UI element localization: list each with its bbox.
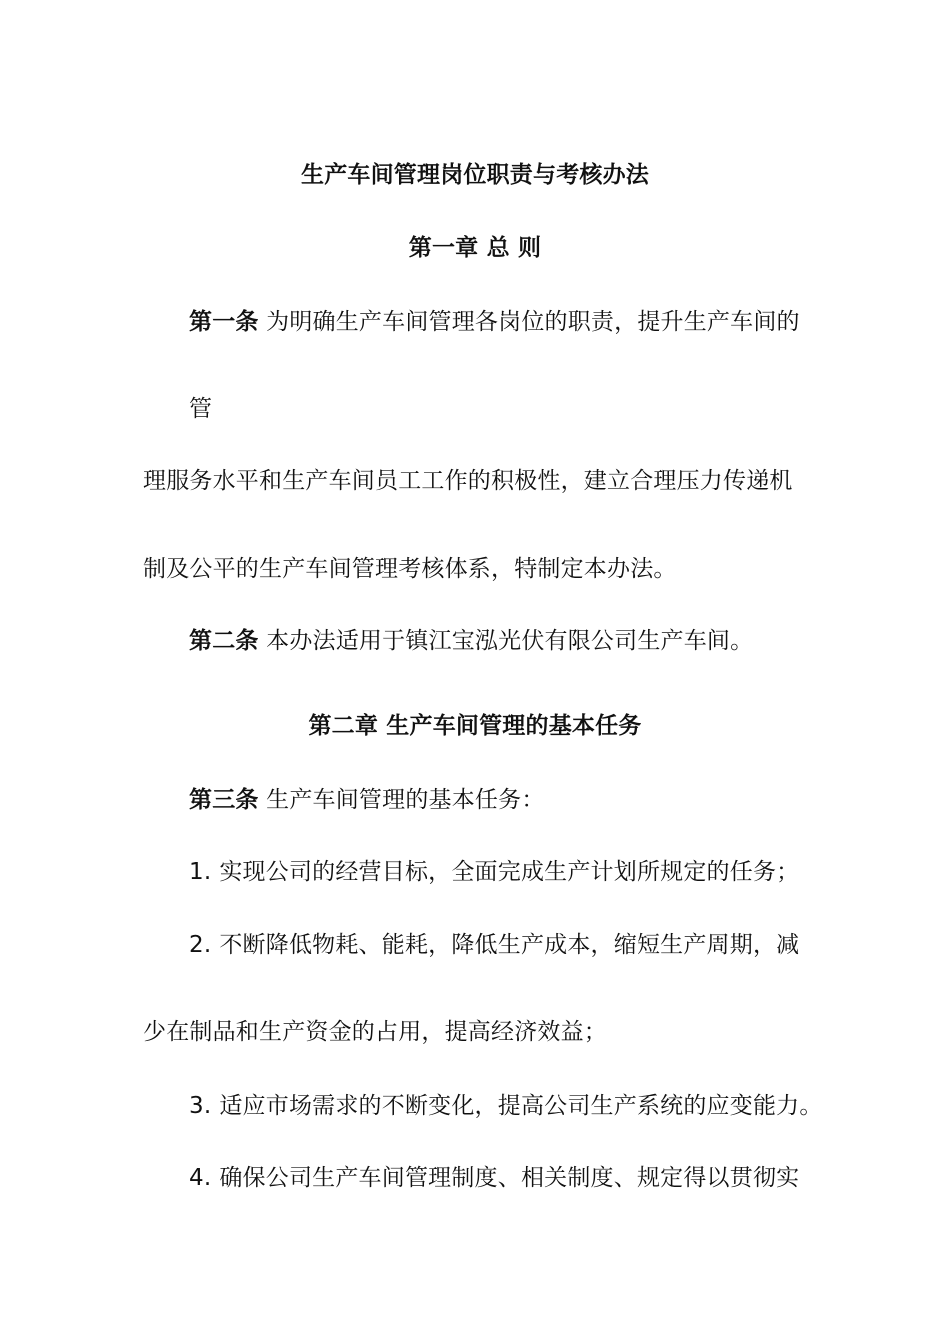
list-item-1 — [189, 857, 799, 887]
chapter-2-heading: 第二章 生产车间管理的基本任务 — [308, 713, 642, 739]
article-1-first-line — [189, 307, 800, 337]
list-item-4 — [189, 1163, 799, 1193]
list-item-text: 不断降低物耗、能耗，降低生产成本，缩短生产周期，减 — [219, 932, 800, 958]
list-item-2 — [189, 930, 799, 960]
article-1-text-line-4: 制及公平的生产车间管理考核体系，特制定本办法。 — [143, 556, 677, 582]
article-1-text-line-1: 为明确生产车间管理各岗位的职责，提升生产车间的 — [266, 309, 800, 335]
article-1-text-line-3: 理服务水平和生产车间员工工作的积极性，建立合理压力传递机 — [143, 468, 793, 494]
article-1-text-line-2: 管 — [189, 396, 213, 422]
article-3-text: 生产车间管理的基本任务： — [266, 787, 545, 813]
article-3-label: 第三条 — [189, 787, 259, 813]
list-item-3 — [189, 1091, 823, 1121]
article-3-line — [189, 785, 545, 815]
list-item-number: 2. — [189, 932, 212, 958]
list-item-number: 3. — [189, 1093, 212, 1119]
list-item-number: 1. — [189, 859, 212, 885]
list-item-2-continuation: 少在制品和生产资金的占用，提高经济效益； — [143, 1019, 607, 1045]
article-1-label: 第一条 — [189, 309, 259, 335]
article-2-line — [189, 626, 753, 656]
list-item-text: 适应市场需求的不断变化，提高公司生产系统的应变能力。 — [219, 1093, 823, 1119]
list-item-text: 实现公司的经营目标，全面完成生产计划所规定的任务； — [219, 859, 800, 885]
list-item-text: 确保公司生产车间管理制度、相关制度、规定得以贯彻实 — [219, 1165, 800, 1191]
list-item-number: 4. — [189, 1165, 212, 1191]
chapter-1-heading: 第一章 总 则 — [408, 235, 542, 261]
document-title: 生产车间管理岗位职责与考核办法 — [301, 162, 649, 188]
article-2-text: 本办法适用于镇江宝泓光伏有限公司生产车间。 — [266, 628, 754, 654]
article-2-label: 第二条 — [189, 628, 259, 654]
